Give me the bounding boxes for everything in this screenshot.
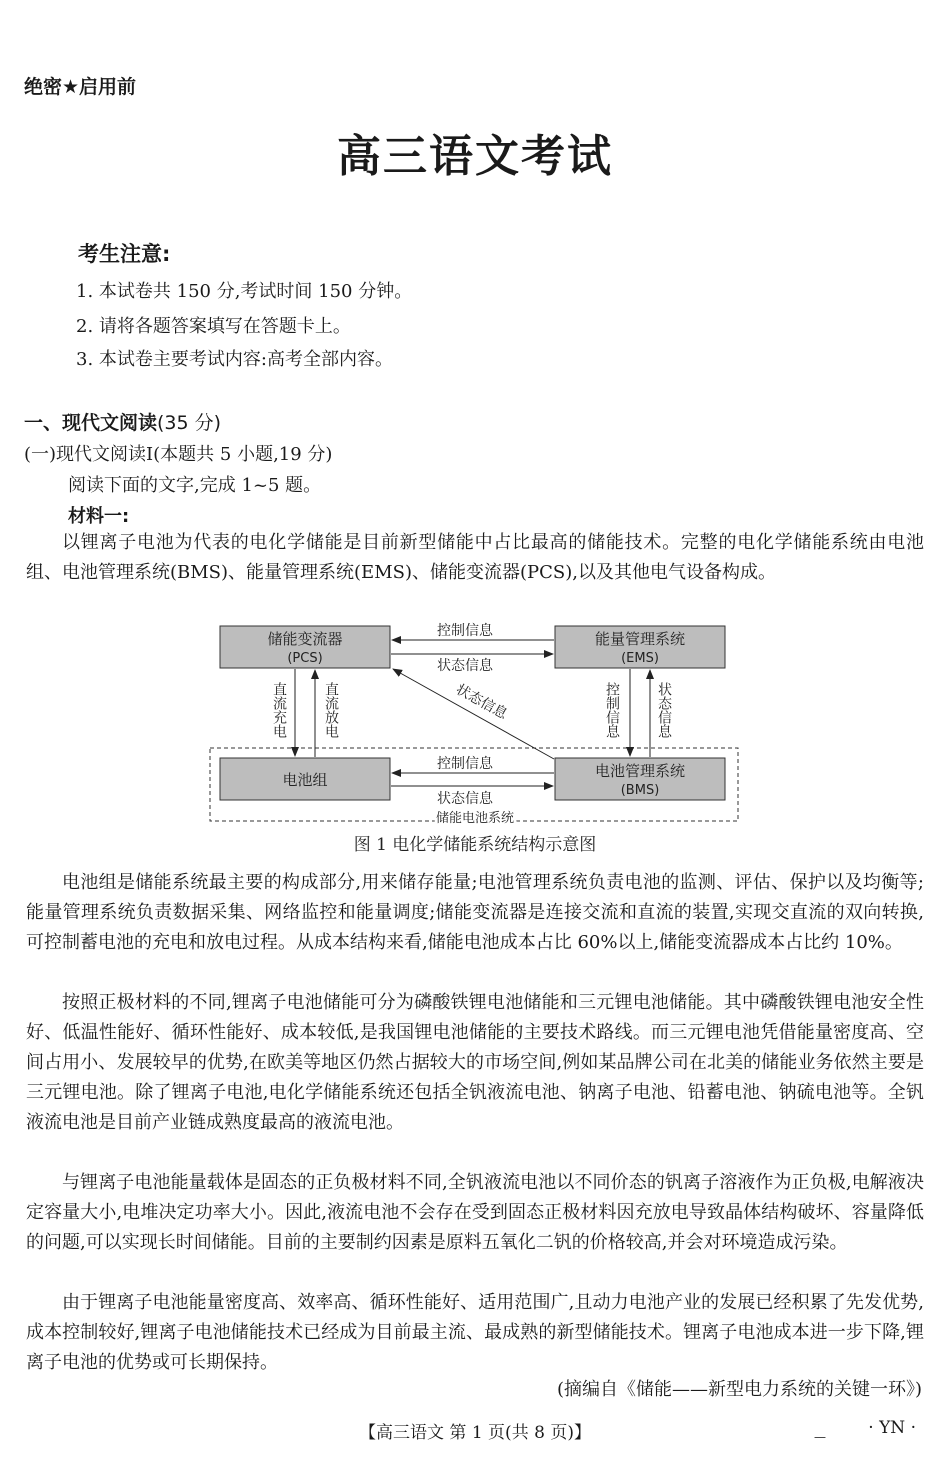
diagonal-status-label: 状态信息 [453,681,510,723]
notice-heading: 考生注意: [78,242,171,266]
paragraph: 由于锂离子电池能量密度高、效率高、循环性能好、适用范围广,且动力电池产业的发展已经积累了先发优势,成本控制较好,锂离子电池储能技术已经成为目前最主流、最成熟的新型储能技术。锂离子电池成本进一步下降,锂离子电池的优势或可长期保持。 [26,1292,924,1373]
footer-code: · YN · [868,1418,916,1438]
notice-item: 2. 请将各题答案填写在答题卡上。 [76,316,351,337]
footer-dash: — [814,1430,826,1444]
section-heading-text: 一、现代文阅读 [24,412,158,434]
notice-item: 3. 本试卷主要考试内容:高考全部内容。 [76,349,393,370]
bms-name: 电池管理系统 [594,762,686,780]
right-status-label: 状态信息 [656,682,672,738]
source-citation: (摘编自《储能——新型电力系统的关键一环》) [556,1379,922,1400]
notice-item: 1. 本试卷共 150 分,考试时间 150 分钟。 [76,281,413,302]
pack-name: 电池组 [282,771,328,789]
section-heading [24,408,221,435]
dc-discharge-label: 直流放电 [323,682,339,738]
arrow-bms-status-pcs [393,669,554,759]
paragraph: 以锂离子电池为代表的电化学储能是目前新型储能中占比最高的储能技术。完整的电化学储能系统由电池组、电池管理系统(BMS)、能量管理系统(EMS)、储能变流器(PCS),以及其他电气设备构成。 [26,532,924,583]
bottom-ctrl-label: 控制信息 [437,756,493,772]
system-label: 储能电池系统 [435,811,515,826]
ems-name: 能量管理系统 [594,630,686,648]
instruction: 阅读下面的文字,完成 1~5 题。 [68,475,322,496]
paragraph: 按照正极材料的不同,锂离子电池储能可分为磷酸铁锂电池储能和三元锂电池储能。其中磷酸铁锂电池安全性好、低温性能好、循环性能好、成本较低,是我国锂电池储能的主要技术路线。而三元锂电池凭借能量密度高、空间占用小、发展较早的优势,在欧美等地区仍然占据较大的市场空间,例如某品牌公司在北美的储能业务依然主要是三元锂电池。除了锂离子电池,电化学储能系统还包括全钒液流电池、钠离子电池、铅蓄电池、钠硫电池等。全钒液流电池是目前产业链成熟度最高的液流电池。 [26,992,924,1133]
confidential-label: 绝密★启用前 [24,76,137,98]
right-ctrl-label: 控制信息 [604,682,620,738]
bms-abbr: (BMS) [620,783,660,798]
subsection-heading: (一)现代文阅读Ⅰ(本题共 5 小题,19 分) [24,444,333,465]
paragraph: 与锂离子电池能量载体是固态的正负极材料不同,全钒液流电池以不同价态的钒离子溶液作为正负极,电解液决定容量大小,电堆决定功率大小。因此,液流电池不会存在受到固态正极材料因充放电导致晶体结构破坏、容量降低的问题,可以实现长时间储能。目前的主要制约因素是原料五氧化二钒的价格较高,并会对环境造成污染。 [26,1172,924,1253]
exam-title: 高三语文考试 [337,131,613,182]
top-status-label: 状态信息 [437,658,493,674]
page-footer: 【高三语文 第 1 页(共 8 页)】 [359,1423,591,1443]
bottom-status-label: 状态信息 [437,791,493,807]
section-score: (35 分) [157,412,222,434]
material-heading: 材料一: [68,506,130,527]
ems-abbr: (EMS) [621,651,659,666]
figure-caption: 图 1 电化学储能系统结构示意图 [353,835,597,855]
figure-diagram [200,618,750,858]
top-ctrl-label: 控制信息 [437,623,493,639]
paragraph: 电池组是储能系统最主要的构成部分,用来储存能量;电池管理系统负责电池的监测、评估、保护以及均衡等;能量管理系统负责数据采集、网络监控和能量调度;储能变流器是连接交流和直流的装置,实现交直流的双向转换,可控制蓄电池的充电和放电过程。从成本结构来看,储能电池成本占比 60%以上,储能变流器成本占比约 10%。 [26,872,924,953]
pcs-name: 储能变流器 [267,630,343,648]
dc-charge-label: 直流充电 [271,682,287,738]
pcs-abbr: (PCS) [287,651,323,666]
